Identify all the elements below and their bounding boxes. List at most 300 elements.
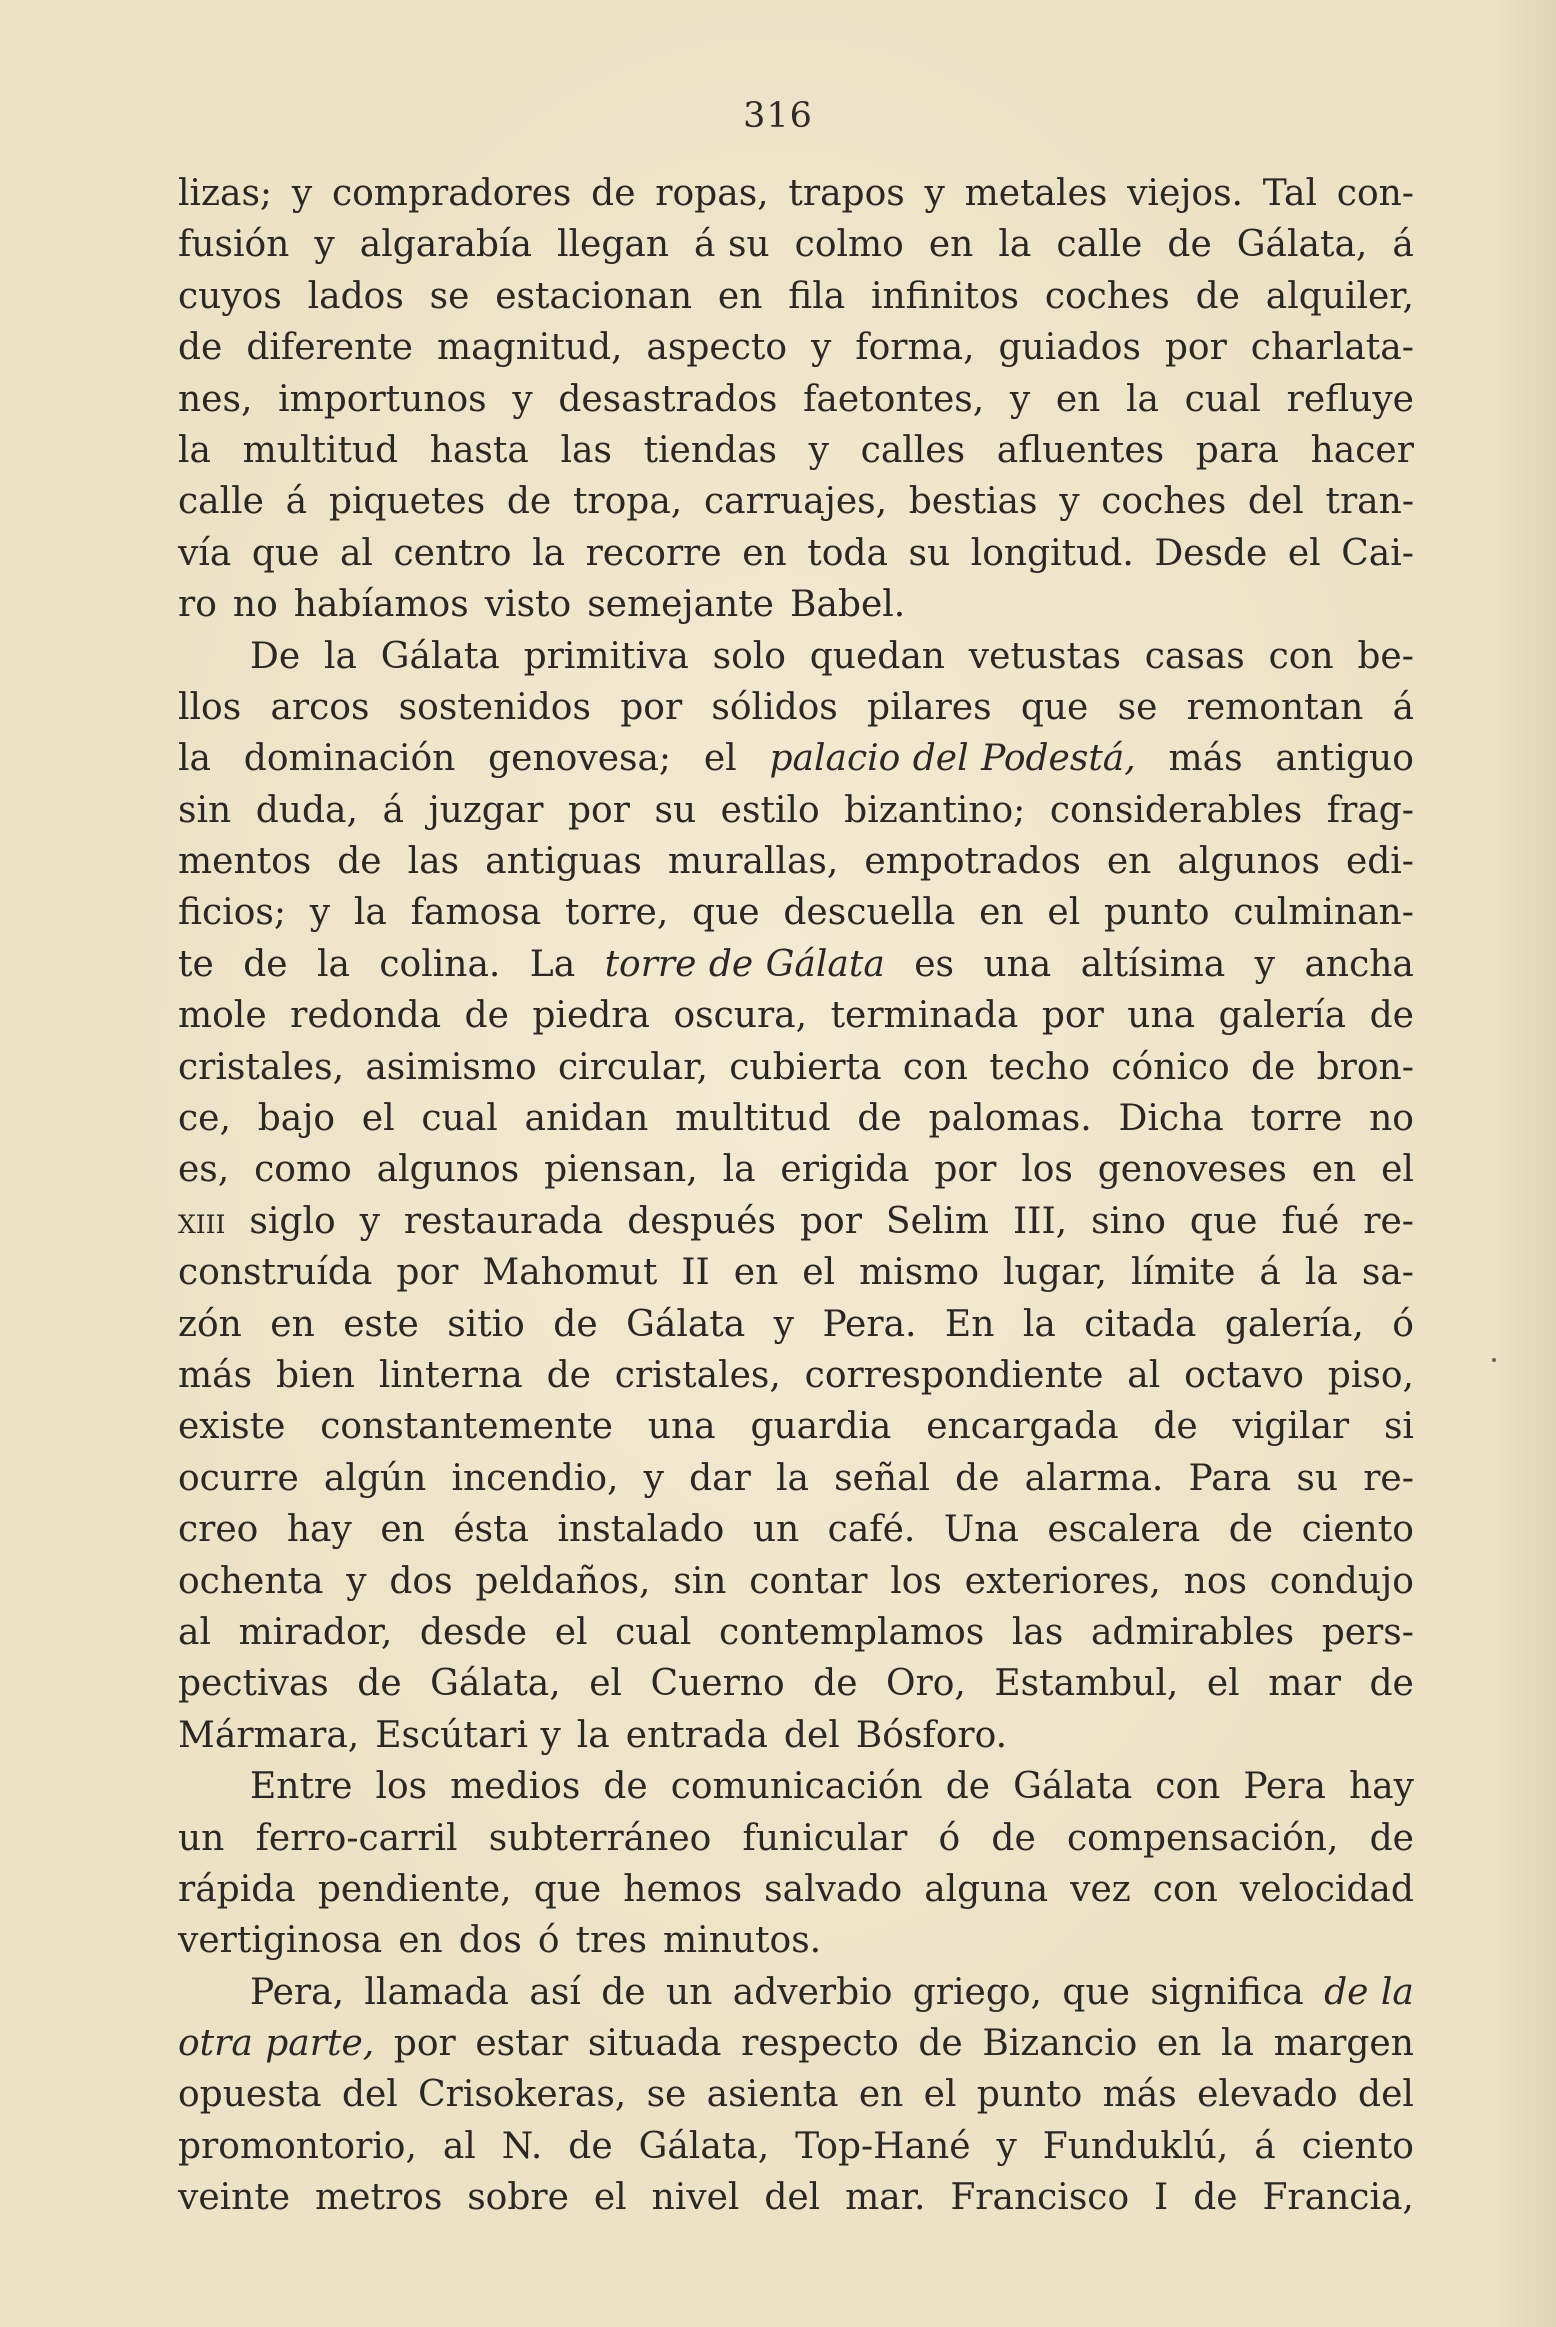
word: centro [393,532,512,574]
word: forma, [855,327,975,369]
word: las [1011,1611,1064,1653]
word: tres [575,1920,648,1962]
word: llamada [364,1971,510,2013]
word: Pera. [822,1303,917,1345]
word: margen [1273,2023,1414,2065]
word: de [1195,275,1240,317]
word: en [858,2074,904,2116]
word: de [546,1354,591,1396]
word: ropas, [655,173,769,214]
word: las [560,429,612,471]
word: vetustas [968,635,1121,677]
word: ferro-carril [255,1817,458,1859]
word: los [890,1560,942,1602]
word: sa- [1361,1252,1414,1294]
word: palacio del Podestá, [769,738,1136,780]
word: hemos [623,1868,743,1910]
word: Desde [1154,532,1268,574]
word: duda, [255,789,358,831]
word: de [1369,1817,1414,1859]
word: bien [275,1354,355,1396]
word: desastrados [558,378,778,420]
word: famosa [410,892,542,934]
word: culminan- [1233,892,1414,934]
word: el [593,2177,627,2219]
word: dos [458,1920,522,1962]
word: Bósforo. [855,1714,1008,1756]
text-line [178,2069,1414,2120]
word: este [343,1303,419,1345]
word: y [808,429,830,471]
word: Bizancio [982,2023,1138,2065]
word: calles [860,429,966,471]
word: por [568,789,630,831]
word: alarma. [1024,1457,1164,1499]
word: y [512,378,533,420]
word: cual [1184,378,1261,420]
word: se [429,275,470,317]
word: ancha [1304,943,1414,985]
word: Babel. [790,584,906,626]
word: se [646,2074,687,2116]
word: una [983,943,1052,985]
word: de [464,995,509,1037]
text-line [178,1196,1414,1247]
word: de [1369,1663,1414,1705]
word: velocidad [1239,1868,1414,1910]
word: galería, [1224,1303,1364,1345]
word: Gálata [626,1303,746,1345]
word: importunos [278,378,487,420]
word: semejante [587,584,774,626]
text-line [178,528,1414,579]
text-line [178,374,1414,425]
word: una [647,1406,716,1448]
word: anidan [524,1098,649,1140]
word: medios [450,1766,581,1808]
word: torre de Gálata [604,943,885,985]
word: de [506,481,552,523]
word: por [800,1200,862,1242]
word: y [643,1457,664,1499]
word: calle [178,481,264,523]
word: altísima [1080,943,1226,985]
word: ó [537,1920,560,1962]
word: que [1062,1971,1130,2013]
word: circular, [558,1046,708,1088]
word: la [316,943,350,985]
word: algún [323,1457,427,1499]
word: Gálata [1013,1766,1133,1808]
word: re- [1363,1200,1414,1242]
word: vía [178,532,232,574]
word: un [178,1817,225,1859]
word: Funduklú, [1042,2125,1229,2167]
word: ocurre [178,1457,299,1499]
text-line [178,1299,1414,1350]
word: á [382,789,404,831]
word: en [717,275,763,317]
word: el [1047,892,1081,934]
word: la [722,1149,756,1191]
word: considerables [1049,789,1303,831]
word: si [1383,1406,1414,1448]
word: N. [501,2125,543,2167]
word: de [601,1971,646,2013]
word: algunos [1177,841,1320,883]
word: constantemente [320,1406,613,1448]
word: la [1220,2023,1254,2065]
word: en [742,532,787,574]
word: fila [788,275,846,317]
word: mentos [178,841,312,883]
word: algunos [376,1149,520,1191]
word: no [1369,1098,1414,1140]
word: de [1228,1509,1274,1551]
word: límite [1130,1252,1236,1294]
word: como [254,1149,352,1191]
word: de [918,2023,963,2065]
word: metales [964,173,1108,214]
word: Francia, [1262,2177,1414,2219]
word: Gálata, [1236,224,1368,266]
word: vez [1070,1868,1131,1910]
word: funicular [742,1817,908,1859]
word: murallas, [667,841,839,883]
word: redonda [290,995,442,1037]
word: piquetes [328,481,486,523]
word: Una [943,1509,1019,1551]
word: café. [827,1509,916,1551]
word: y [314,224,335,266]
word: su [908,532,951,574]
text-line [178,785,1414,836]
word: griego, [912,1971,1042,2013]
word: de [337,841,382,883]
body-text [178,168,1414,2224]
word: en [928,224,974,266]
word: los [375,1766,428,1808]
word: Para [1188,1457,1272,1499]
word: genovesa; [488,738,672,780]
word: mole [178,995,267,1037]
word: metros [315,2177,443,2219]
word: II [681,1252,710,1294]
word: la [178,429,211,471]
word: empotrados [864,841,1081,883]
word: ro [178,584,217,626]
text-line [178,1042,1414,1093]
word: piedra [532,995,650,1037]
word: lados [307,275,404,317]
word: Mahomut [482,1252,658,1294]
text-line [178,1093,1414,1144]
word: faetontes, [803,378,985,420]
word: y [1254,943,1276,985]
word: sin [673,1560,727,1602]
word: y [773,1303,795,1345]
word: Mármara, [178,1714,360,1756]
word: punto [976,2074,1083,2116]
word: antiguo [1275,738,1414,780]
word: pectivas [178,1663,329,1705]
word: al [1127,1354,1161,1396]
word: Dicha [1118,1098,1224,1140]
word: y [924,173,945,214]
text-line [178,2172,1414,2223]
word: Tal [1262,173,1317,214]
word: juzgar [428,789,544,831]
word: su [1296,1457,1339,1499]
word: de [1153,1406,1198,1448]
word: Gálata [380,635,500,677]
word: cual [615,1611,692,1653]
word: encargada [926,1406,1119,1448]
word: piso, [1327,1354,1414,1396]
word: asienta [706,2074,839,2116]
word: asimismo [365,1046,537,1088]
text-line [178,1401,1414,1452]
word: pendiente, [317,1868,512,1910]
word: I [1154,2177,1169,2219]
word: del [1358,2074,1414,2116]
word: instalado [557,1509,725,1551]
word: rápida [178,1868,296,1910]
text-line [178,939,1414,990]
word: contemplamos [719,1611,985,1653]
word: dar [689,1457,751,1499]
word: el [554,1611,588,1653]
word: la [576,1714,610,1756]
word: el [589,1663,623,1705]
word: á [1392,224,1414,266]
word: es, [178,1149,230,1191]
word: diferente [246,327,413,369]
word: minutos. [663,1920,822,1962]
word: te [178,943,214,985]
word: elevado [1197,2074,1338,2116]
word: estar [475,2023,569,2065]
word: de [1250,1046,1296,1088]
word: fusión [178,224,290,266]
word: que [692,892,760,934]
word: Entre [250,1766,353,1808]
word: guiados [998,327,1141,369]
text-line [178,1556,1414,1607]
word: antiguas [485,841,642,883]
word: torre [1250,1098,1343,1140]
word: del [1247,481,1304,523]
word: de [945,1766,991,1808]
word: techo [989,1046,1090,1088]
word: tiendas [643,429,778,471]
word: alquiler, [1265,275,1414,317]
word: ce, [178,1098,231,1140]
word: erigida [780,1149,910,1191]
word: multitud [675,1098,831,1140]
word: Cuerno [650,1663,785,1705]
word: de [603,1766,648,1808]
word: ó [938,1817,961,1859]
text-line [178,1967,1414,2018]
word: III, [1013,1200,1068,1242]
word: del [764,2177,821,2219]
word: genoveses [1097,1149,1287,1191]
text-line [178,1761,1414,1812]
text-line [178,1607,1414,1658]
word: de la [1324,1971,1414,2013]
word: nivel [651,2177,740,2219]
word: en [1156,2023,1202,2065]
word: de [991,1817,1036,1859]
word: los [1021,1149,1073,1191]
word: del [783,1714,840,1756]
word: de [813,1663,858,1705]
text-line [178,271,1414,322]
word: la [323,635,357,677]
word: bizantino; [844,789,1026,831]
word: Estambul, [994,1663,1179,1705]
text-line [178,579,1414,630]
word: que [251,532,320,574]
word: condujo [1269,1560,1414,1602]
word: y [346,1560,367,1602]
word: del [341,2074,398,2116]
word: no [232,584,278,626]
word: colina. [379,943,501,985]
word: coches [1101,481,1227,523]
word: aspecto [646,327,788,369]
word: que [1020,686,1089,728]
word: y [996,2125,1017,2167]
word: toda [807,532,888,574]
word: en [1311,1149,1357,1191]
word: compradores [331,173,572,214]
word: coches [1044,275,1170,317]
word: multitud [242,429,399,471]
word: las [407,841,460,883]
word: de [1167,224,1212,266]
text-line [178,1813,1414,1864]
word: subterráneo [488,1817,712,1859]
word: cristales, [614,1354,781,1396]
word: terminada [830,995,1019,1037]
text-line [178,1144,1414,1195]
word: opuesta [178,2074,322,2116]
word: y [1009,378,1031,420]
word: sin [178,789,232,831]
text-line [178,682,1414,733]
word: alguna [924,1868,1049,1910]
text-line [178,476,1414,527]
word: con [902,1046,968,1088]
word: llos [178,686,242,728]
word: al [442,2125,476,2167]
word: de [1369,995,1414,1037]
word: el [703,738,737,780]
text-line [178,2121,1414,2172]
word: guardia [750,1406,892,1448]
word: estacionan [495,275,693,317]
word: magnitud, [436,327,623,369]
word: cuyos [178,275,282,317]
word: Cai- [1341,532,1414,574]
word: pilares [867,686,992,728]
word: infinitos [870,275,1020,317]
word: oscura, [673,995,808,1037]
word: de [591,173,636,214]
word: colmo [794,224,904,266]
word: cónico [1111,1046,1230,1088]
word: se [1117,686,1158,728]
word: el [1206,1663,1240,1705]
word: entrada [625,1714,768,1756]
word: siglo [249,1200,336,1242]
word: creo [178,1509,259,1551]
word: así [529,1971,581,2013]
word: frag- [1326,789,1414,831]
text-line [178,1915,1414,1966]
word: nos [1183,1560,1247,1602]
word: re- [1363,1457,1414,1499]
text-line [178,836,1414,887]
word: Francisco [950,2177,1130,2219]
word: Pera, [250,1971,345,2013]
word: bestias [908,481,1038,523]
word: promontorio, [178,2125,417,2167]
word: cristales, [178,1046,345,1088]
word: be- [1357,635,1414,677]
word: en [380,1509,425,1551]
word: Pera [1243,1766,1326,1808]
word: torre, [564,892,669,934]
word: viejos. [1127,173,1244,214]
word: De [250,635,301,677]
word: La [529,943,576,985]
word: ó [1392,1303,1414,1345]
word: su [654,789,697,831]
word: ficios; [178,892,286,934]
text-line [178,733,1414,784]
word: existe [178,1406,286,1448]
word: bajo [257,1098,336,1140]
word: linterna [378,1354,523,1396]
word: bron- [1316,1046,1414,1088]
word: por [1041,995,1104,1037]
word: situada [587,2023,722,2065]
word: el [361,1098,395,1140]
word: al [339,532,373,574]
word: y [810,327,832,369]
word: llegan [556,224,670,266]
word: la [178,738,211,780]
word: con [1152,1868,1218,1910]
word: la [1125,378,1159,420]
text-line [178,168,1414,219]
word: por [1164,327,1227,369]
word: con [1268,635,1334,677]
word: la [532,532,566,574]
word: hasta [429,429,529,471]
word: charlata- [1250,327,1414,369]
word: exteriores, [964,1560,1161,1602]
word: punto [1104,892,1210,934]
word: octavo [1184,1354,1304,1396]
text-line [178,322,1414,373]
word: Crisokeras, [418,2074,627,2116]
word: restaurada [403,1200,604,1242]
word: salvado [764,1868,903,1910]
